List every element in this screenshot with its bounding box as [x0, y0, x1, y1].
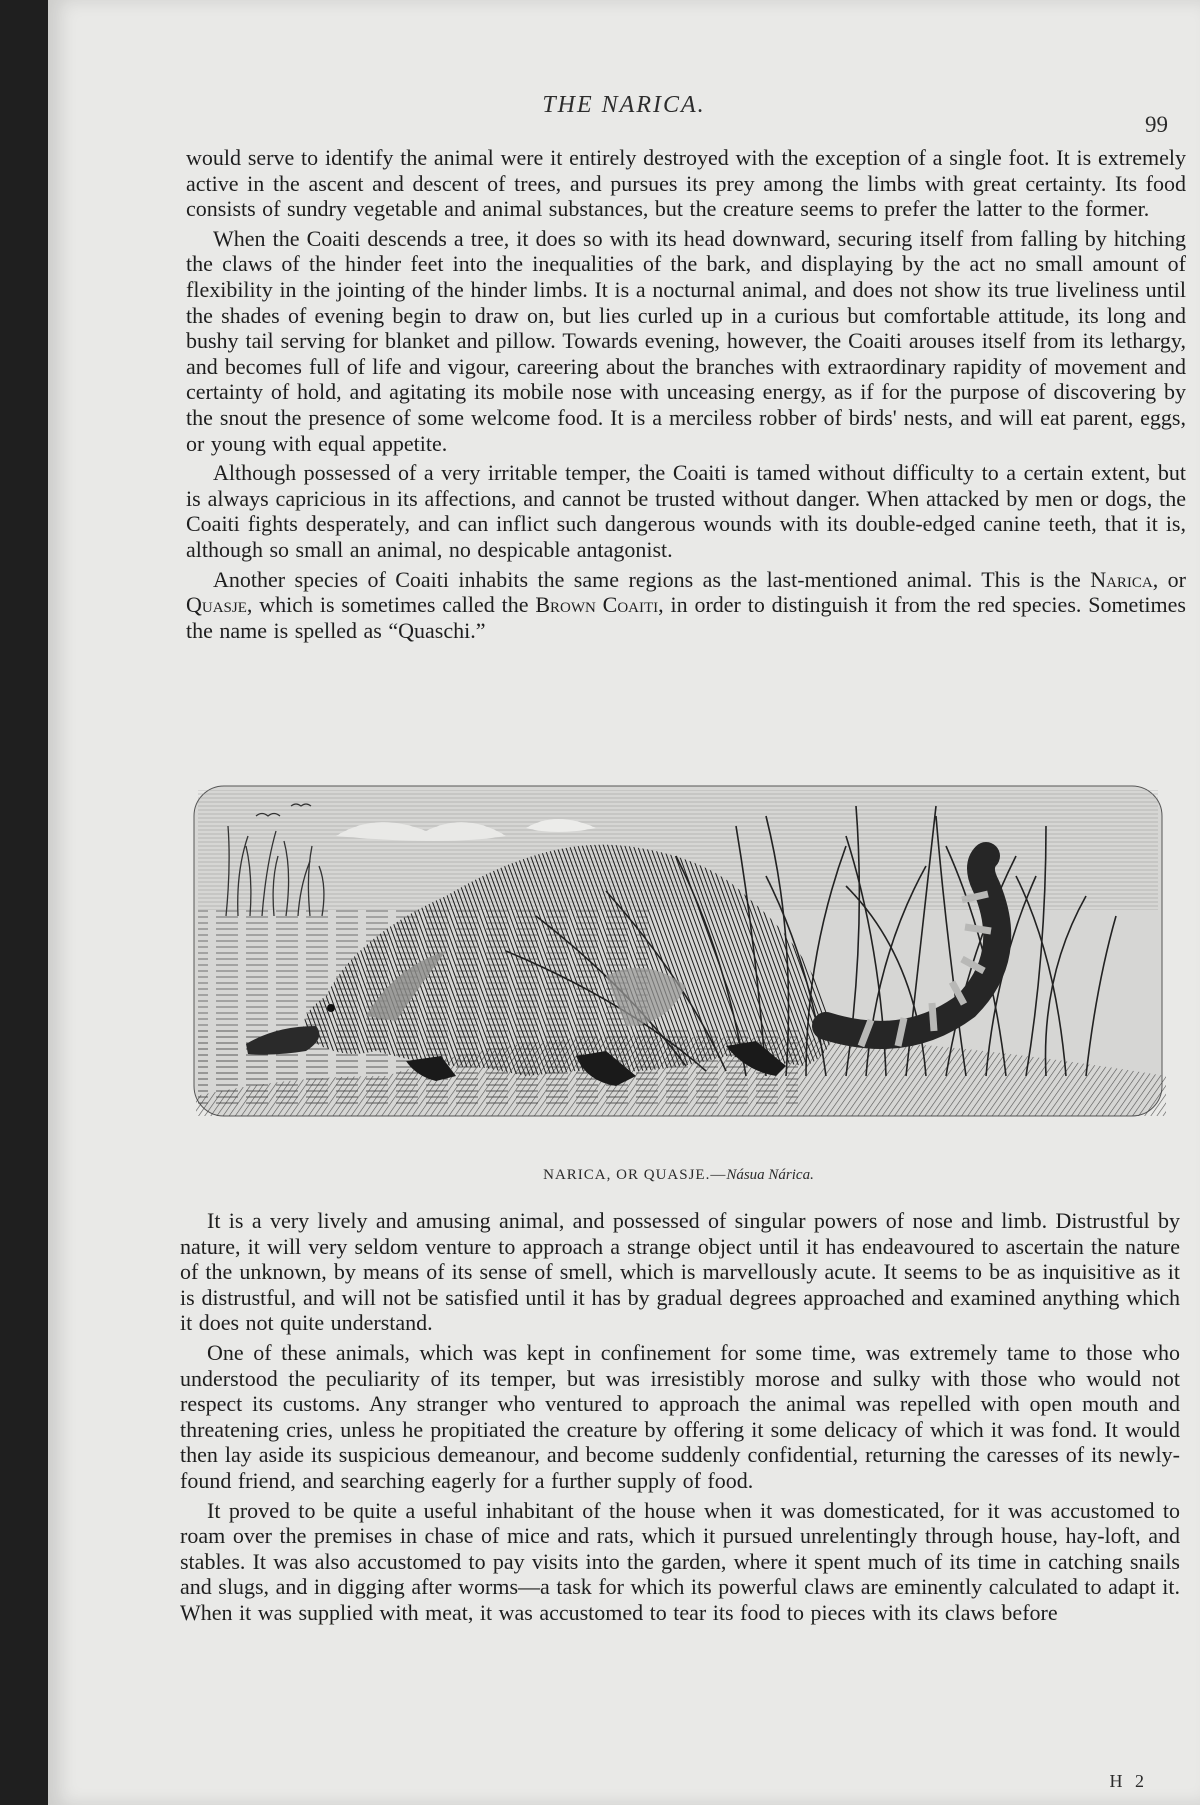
paragraph: One of these animals, which was kept in confinement for some time, was extremely tame to those who understood the peculiarity of its temper, but was irresistibly morose and sulky with those who would not respect its customs. Any stranger who ventured to approach the animal was repelled with open mouth and threatening cries, unless he propitiated the creature by offering it some delicacy of which it was fond. It would then lay aside its suspicious demeanour, and become suddenly confidential, returning the caresses of its newly-found friend, and searching eagerly for a further supply of food.: [180, 1339, 1180, 1493]
page-number: 99: [1145, 112, 1168, 137]
species-name-brown-coaiti: Brown Coaiti: [535, 592, 659, 618]
running-title: THE NARICA.: [542, 92, 706, 118]
paragraph-species: [186, 567, 1186, 644]
upper-text-block: [186, 145, 1186, 647]
text-run: Another species of Coaiti inhabits the same regions as the last-mentioned animal. This is the: [213, 566, 1091, 592]
species-name-narica: Narica: [1090, 566, 1153, 592]
text-run: , which is sometimes called the: [246, 592, 536, 618]
paragraph: It proved to be quite a useful inhabitant of the house when it was domesticated, for it was accustomed to roam over the premises in chase of mice and rats, which it pursued unrelentingly through house, hay-loft, and stables. It was also accustomed to pay visits into the garden, where it spent much of its time in catching snails and slugs, and in digging after worms—a task for which its powerful claws are eminently calculated to adapt it. When it was supplied with meat, it was accustomed to tear its food to pieces with its claws before: [180, 1497, 1180, 1625]
page-header: [48, 92, 1200, 137]
lower-text-block: [180, 1208, 1180, 1630]
narica-engraving: [186, 776, 1171, 1158]
text-run: , or: [1152, 566, 1187, 592]
paragraph: When the Coaiti descends a tree, it does so with its head downward, securing itself from falling by hitching the claws of the hinder feet into the inequalities of the bark, and displaying by the act no small amount of flexibility in the jointing of the hinder limbs. It is a nocturnal animal, and does not show its true liveliness until the shades of evening begin to draw on, but lies curled up in a curious but comfortable attitude, its long and bushy tail serving for blanket and pillow. Towards evening, however, the Coaiti arouses itself from its lethargy, and becomes full of life and vigour, careering about the branches with extraordinary rapidity of movement and certainty of hold, and agitating its mobile nose with unceasing energy, as if for the purpose of discovering by the snout the presence of some welcome food. It is a merciless robber of birds' nests, and will eat parent, eggs, or young with equal appetite.: [186, 225, 1186, 456]
paragraph: It is a very lively and amusing animal, and possessed of singular powers of nose and limb. Distrustful by nature, it will very seldom venture to approach a strange object until it has endeavoured to ascertain the nature of the unknown, by means of its sense of smell, which is marvellously acute. It seems to be as inquisitive as it is distrustful, and will not be satisfied until it has by gradual degrees approached and examined anything which it does not quite understand.: [180, 1208, 1180, 1336]
text-run: , in order to distinguish it from the red species. Sometimes the name is spelled as “Quaschi.”: [186, 592, 1186, 643]
paragraph: Although possessed of a very irritable temper, the Coaiti is tamed without difficulty to a certain extent, but is always capricious in its affections, and cannot be trusted without danger. When attacked by men or dogs, the Coaiti fights desperately, and can inflict such dangerous wounds with its double-edged canine teeth, that it is, although so small an animal, no despicable antagonist.: [186, 460, 1186, 562]
caption-main: NARICA, OR QUASJE.—: [543, 1167, 727, 1183]
illustration-caption: [186, 1167, 1171, 1184]
engraving-image: [186, 776, 1171, 1158]
book-page: [48, 0, 1200, 1805]
paragraph: would serve to identify the animal were it entirely destroyed with the exception of a single foot. It is extremely active in the ascent and descent of trees, and pursues its prey among the limbs with great certainty. Its food consists of sundry vegetable and animal substances, but the creature seems to prefer the latter to the former.: [186, 145, 1186, 222]
caption-latin-name: Násua Nárica.: [726, 1167, 814, 1183]
species-name-quasje: Quasje: [186, 592, 247, 618]
signature-mark: H 2: [1109, 1771, 1148, 1791]
